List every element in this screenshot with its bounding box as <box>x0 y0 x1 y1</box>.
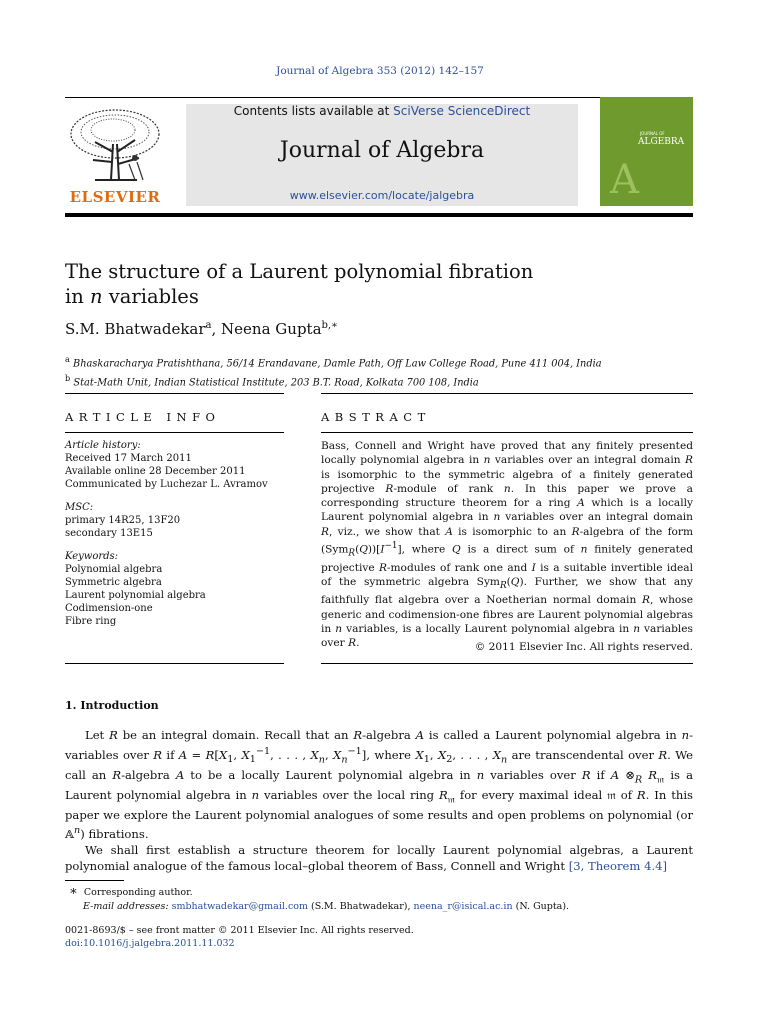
keyword-item: Symmetric algebra <box>65 577 162 588</box>
history-label: Article history: <box>65 440 141 451</box>
keyword-item: Fibre ring <box>65 616 117 627</box>
header-bottom-rule <box>65 213 693 217</box>
communicated-by: Communicated by Luchezar L. Avramov <box>65 479 268 490</box>
msc-primary: primary 14R25, 13F20 <box>65 515 181 526</box>
intro-paragraph: Let R be an integral domain. Recall that an R-algebra A is called a Laurent polynomial algebra in n-variables over R if $A = R[X_1$, $X_1^{-1}$, . . . , $X_n$, $X_n^{-1}$], where $X_1$, $X_2$, . . . , $X_n$ are transcendental over R. We call an R-algebra A to be a locally Laurent polynomial algebra in n variables over R if A $\otimes_R$ $R_𝔪$ is a Laurent polynomial algebra in n variables over the local ring $R_𝔪$ for every maximal ideal 𝔪 of R. In this paper we explore the Laurent polynomial analogues of some results and open problems on polynomial (or 𝔸$^n$) fibrations. <box>65 728 694 842</box>
divider <box>65 393 284 394</box>
divider <box>321 663 693 664</box>
header-top-rule <box>65 97 693 98</box>
contents-line <box>186 104 578 118</box>
aff-mark: a <box>65 354 70 364</box>
title-var: n <box>90 285 103 308</box>
aff-mark: b <box>65 373 71 384</box>
author-aff-mark: a <box>205 320 212 331</box>
author-list: S.M. Bhatwadekar$^a$, Neena Gupta$^{b,∗}$ <box>65 320 338 338</box>
author-name: S.M. Bhatwadekar <box>65 320 206 338</box>
email-link-2[interactable]: neena_r@isical.ac.in <box>413 901 513 912</box>
divider <box>65 432 284 433</box>
available-date: Available online 28 December 2011 <box>65 466 246 477</box>
elsevier-wordmark: ELSEVIER <box>69 188 161 206</box>
title-line-1: The structure of a Laurent polynomial fibration <box>65 260 534 283</box>
aff-text: Stat-Math Unit, Indian Statistical Institute, 203 B.T. Road, Kolkata 700 108, India <box>73 377 479 389</box>
corresponding-text: Corresponding author. <box>83 887 193 898</box>
article-info-heading: ARTICLE INFO <box>65 410 221 424</box>
email-owner-2: (N. Gupta). <box>515 901 570 912</box>
footnotes <box>65 885 569 914</box>
journal-url-link[interactable]: www.elsevier.com/locate/jalgebra <box>289 189 475 202</box>
affiliation-a <box>65 352 602 371</box>
footnote-star: ∗ <box>69 884 78 899</box>
abstract-copyright: © 2011 Elsevier Inc. All rights reserved. <box>474 641 693 653</box>
contents-prefix: Contents lists available at <box>233 104 390 118</box>
front-matter <box>65 924 414 950</box>
keyword-item: Codimension-one <box>65 603 153 614</box>
affiliations <box>65 352 602 391</box>
elsevier-logo <box>65 104 165 207</box>
article-title <box>65 259 685 309</box>
divider <box>65 663 284 664</box>
divider <box>321 393 693 394</box>
front-matter-text: 0021-8693/$ – see front matter © 2011 Elsevier Inc. All rights reserved. <box>65 925 414 936</box>
keyword-item: Laurent polynomial algebra <box>65 590 206 601</box>
cover-subtitle: JOURNAL OF <box>640 131 665 136</box>
corresponding-note <box>65 885 569 900</box>
doi-link[interactable]: doi:10.1016/j.jalgebra.2011.11.032 <box>65 938 235 949</box>
journal-title: Journal of Algebra <box>279 138 485 163</box>
affiliation-b <box>65 371 602 390</box>
email-note <box>65 900 569 914</box>
keywords-group <box>65 550 284 628</box>
title-word: variables <box>108 285 199 308</box>
title-line-2 <box>65 284 685 309</box>
cover-letter: A <box>610 157 639 203</box>
sciencedirect-link[interactable]: SciVerse ScienceDirect <box>393 104 531 118</box>
history-group <box>65 439 284 491</box>
title-word: in <box>65 285 84 308</box>
divider <box>321 432 693 433</box>
cover-title: ALGEBRA <box>638 137 685 147</box>
article-info <box>65 439 284 638</box>
journal-cover-thumbnail <box>600 97 693 206</box>
msc-group <box>65 501 284 540</box>
journal-citation-link[interactable]: Journal of Algebra 353 (2012) 142–157 <box>276 65 484 77</box>
msc-label: MSC: <box>65 502 94 513</box>
author-name: Neena Gupta <box>221 320 322 338</box>
email-link-1[interactable]: smbhatwadekar@gmail.com <box>171 901 308 912</box>
introduction-text <box>65 728 693 874</box>
intro-paragraph: We shall first establish a structure theorem for locally Laurent polynomial algebras, a Laurent polynomial analogue of the famous local–global theorem of Bass, Connell and Wright [3, Theorem 4.4] <box>65 842 693 873</box>
received-date: Received 17 March 2011 <box>65 453 192 464</box>
abstract-text: Bass, Connell and Wright have proved that any finitely presented locally polynomial algebra in n variables over an integral domain R is isomorphic to the symmetric algebra of a finitely generated projective R-module of rank n. In this paper we prove a corresponding structure theorem for a ring A which is a locally Laurent polynomial algebra in n variables over an integral domain R, viz., we show that A is isomorphic to an R-algebra of the form $(Sym_R(Q))[I^{-1}]$, where Q is a direct sum of n finitely generated projective R-modules of rank one and I is a suitable invertible ideal of the symmetric algebra Sym$_R$(Q). Further, we show that any faithfully flat algebra over a Noetherian normal domain R, whose generic and codimension-one fibres are Laurent polynomial algebras in n variables, is a locally Laurent polynomial algebra in n variables over R. <box>321 440 694 649</box>
aff-text: Bhaskaracharya Pratishthana, 56/14 Erandavane, Damle Path, Off Law College Road, Pune 411 004, India <box>73 358 602 370</box>
keywords-label: Keywords: <box>65 551 119 562</box>
author-aff-mark: b,∗ <box>321 320 338 331</box>
keyword-item: Polynomial algebra <box>65 564 163 575</box>
footnote-rule <box>65 880 124 881</box>
email-owner-1: (S.M. Bhatwadekar), <box>311 901 411 912</box>
abstract-heading: ABSTRACT <box>321 410 431 424</box>
msc-secondary: secondary 13E15 <box>65 528 153 539</box>
section-heading-introduction: 1. Introduction <box>65 699 159 712</box>
email-label: E-mail addresses: <box>83 901 169 912</box>
